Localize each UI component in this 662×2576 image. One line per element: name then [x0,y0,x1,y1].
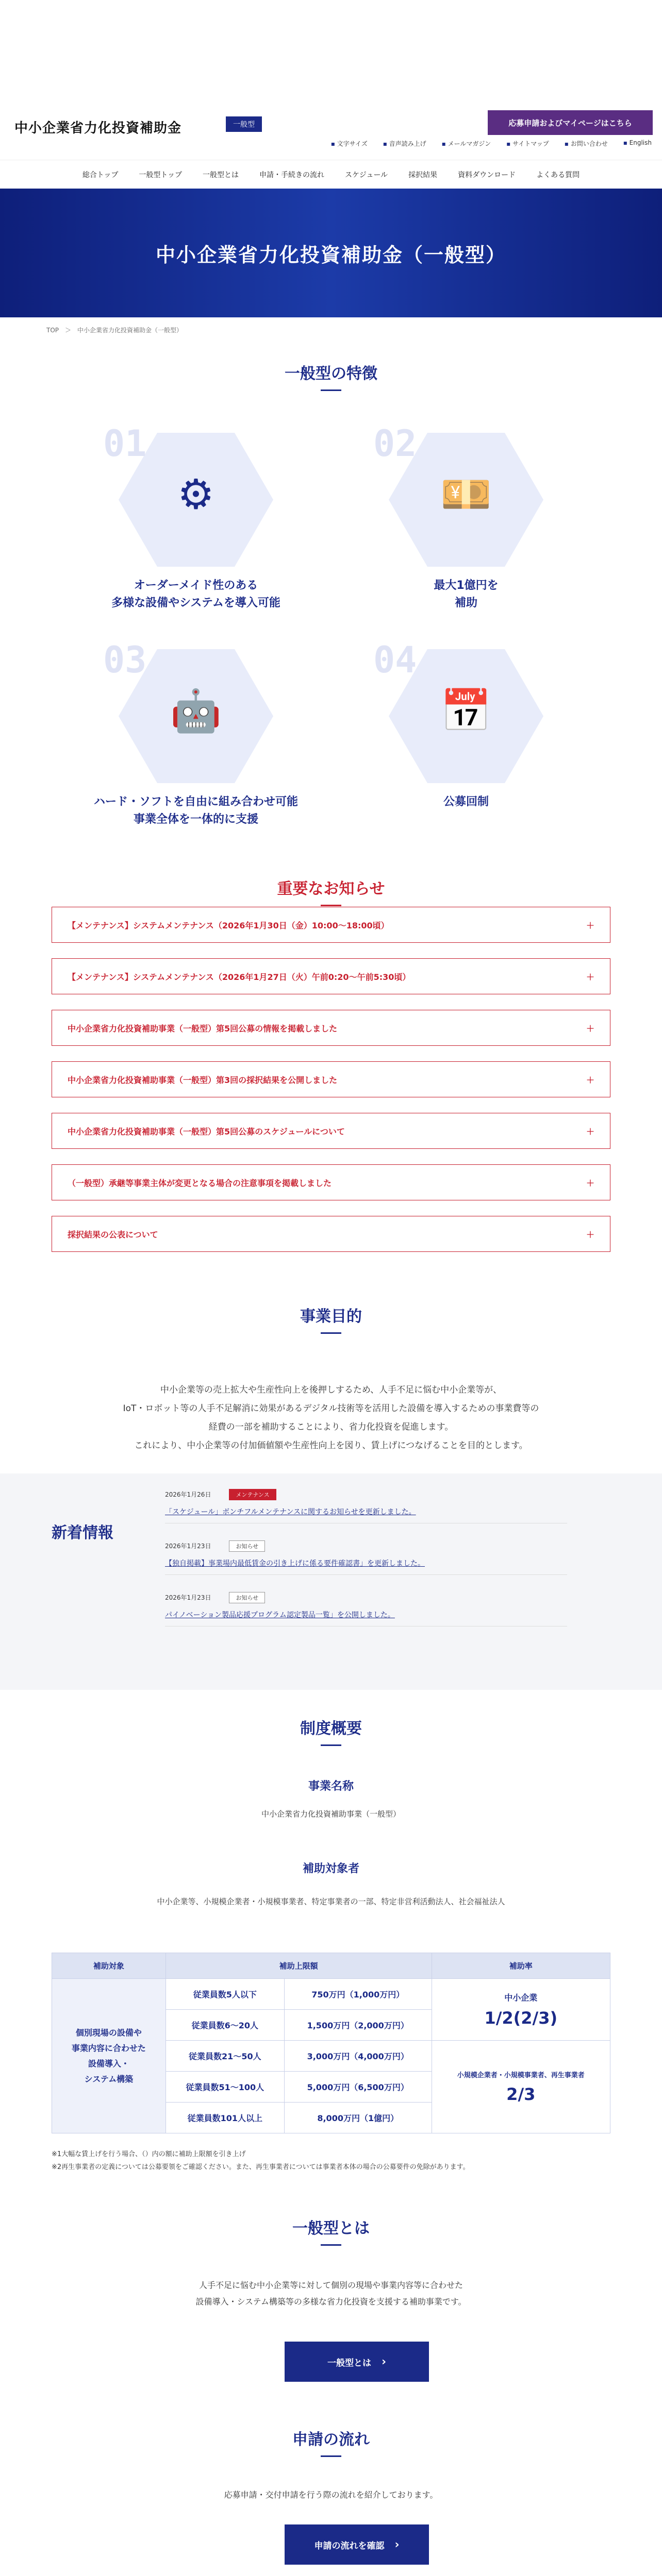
utility-link[interactable]: ▪ メールマガジン [442,139,491,148]
nav-item[interactable]: 一般型トップ [139,171,182,179]
target-text: 中小企業等、小規模企業者・小規模事業者、特定事業者の一部、特定非営利活動法人、社会福祉法人 [157,1897,505,1906]
table-cell: 5,000万円（6,500万円） [284,2072,432,2103]
feature-caption: ハード・ソフトを自由に組み合わせ可能 事業全体を一体的に支援 [93,795,298,826]
notice-text: 【メンテナンス】システムメンテナンス（2026年1月27日（火）午前0:20〜午前5:30頃） [68,972,411,982]
feature-card [322,422,610,639]
rate-value: 1/2(2/3) [484,2008,558,2028]
utility-link[interactable]: ▪ お問い合わせ [565,139,608,148]
notice-text: 中小企業省力化投資補助事業（一般型）第5回公募のスケジュールについて [68,1126,345,1137]
about-title: 一般型とは [0,2215,662,2246]
flow-text: 応募申請・交付申請を行う際の流れを紹介しております。 [224,2490,438,2500]
news-item [165,1540,567,1575]
table-note: ※2再生事業者の定義については公募要領をご確認ください。また、再生事業者については事業者本体の場合の公募要件の免除があります。 [52,2163,470,2171]
news-item [165,1592,567,1626]
news-link[interactable]: 【独自掲載】事業場内最低賃金の引き上げに係る要件確認書」を更新しました。 [165,1560,425,1568]
plus-icon: ＋ [586,1229,594,1240]
table-header: 補助対象 [52,1953,166,1979]
notice-text: 中小企業省力化投資補助事業（一般型）第3回の採択結果を公開しました [68,1075,338,1085]
about-button[interactable]: 一般型とは › [285,2342,429,2382]
purpose-text: 中小企業等の売上拡大や生産性向上を後押しするため、人手不足に悩む中小企業等が、 IoT・ロボット等の人手不足解消に効果があるデジタル技術等を活用した設備を導入するための事業費等の 経費の一部を補助することにより、省力化投資を促進します。 これにより、中小企業等の付加価値額や生産性向上を図り、賃上げにつなげることを目的とします。 [123,1385,539,1451]
global-nav [0,160,662,189]
table-cell: 750万円（1,000万円） [284,1979,432,2010]
feature-number: 04 [373,639,417,681]
news-tag: お知らせ [229,1540,265,1552]
plus-icon: ＋ [586,972,594,982]
feature-caption: 公募回制 [443,795,489,808]
news-section [0,1473,662,1690]
utility-link[interactable]: ▪ サイトマップ [506,139,549,148]
target-label: 補助対象者 [302,1862,359,1875]
table-cell: 従業員数101人以上 [166,2103,284,2133]
table-cell: 1,500万円（2,000万円） [284,2010,432,2041]
breadcrumb[interactable]: TOP ＞ 中小企業省力化投資補助金（一般型） [46,327,183,334]
nav-item[interactable]: 採択結果 [408,171,438,179]
type-badge: 一般型 [226,116,262,132]
table-cell: 従業員数6〜20人 [166,2010,284,2041]
rate-cell [432,1979,610,2041]
program-name: 中小企業省力化投資補助事業（一般型） [261,1809,401,1819]
news-tag: メンテナンス [229,1489,276,1500]
news-date: 2026年1月26日 [165,1491,211,1498]
feature-number: 02 [373,422,417,465]
nav-item[interactable]: 一般型とは [203,171,239,179]
money-icon: 💴 [440,470,492,518]
notice-text: 中小企業省力化投資補助事業（一般型）第5回公募の情報を掲載しました [68,1023,338,1033]
apply-mypage-button[interactable]: 応募申請およびマイページはこちら [488,110,653,135]
utility-link[interactable]: ▪ English [623,139,652,148]
plus-icon: ＋ [586,920,594,930]
notice-item[interactable] [52,1010,610,1046]
nav-item[interactable]: よくある質問 [536,171,580,179]
utility-link[interactable]: ▪ 音声読み上げ [383,139,426,148]
feature-card [322,639,610,855]
notice-item[interactable] [52,1164,610,1200]
table-cell: 従業員数51〜100人 [166,2072,284,2103]
notices-title: 重要なお知らせ [0,876,662,906]
nav-item[interactable]: スケジュール [345,171,388,179]
nav-item[interactable]: 資料ダウンロード [458,171,516,179]
feature-number: 01 [103,422,147,465]
calendar-icon: 📅 [440,687,492,735]
feature-card [52,639,340,855]
table-cell: 従業員数21〜50人 [166,2041,284,2072]
page-title: 中小企業省力化投資補助金（一般型） [155,243,506,266]
plus-icon: ＋ [586,1178,594,1188]
notice-item[interactable] [52,1061,610,1097]
overview-title: 制度概要 [0,1716,662,1746]
header [0,0,662,147]
table-lead: 個別現場の設備や 事業内容に合わせた 設備導入・ システム構築 [52,1979,166,2133]
table-cell: 3,000万円（4,000万円） [284,2041,432,2072]
nav-item[interactable]: 総合トップ [82,171,119,179]
notice-text: （一般型）承継等事業主体が変更となる場合の注意事項を掲載しました [68,1178,332,1188]
news-tag: お知らせ [229,1592,265,1603]
news-date: 2026年1月23日 [165,1594,211,1601]
news-link[interactable]: パイノベーション製品応援プログラム認定製品一覧」を公開しました。 [165,1611,395,1619]
utility-link[interactable]: ▪ 文字サイズ [331,139,368,148]
news-title: 新着情報 [52,1524,113,1542]
plus-icon: ＋ [586,1075,594,1085]
utility-links [331,139,652,148]
table-cell: 8,000万円（1億円） [284,2103,432,2133]
plus-icon: ＋ [586,1023,594,1033]
feature-number: 03 [103,639,147,681]
nav-item[interactable]: 申請・手続きの流れ [259,171,324,179]
news-item [165,1489,567,1523]
notice-text: 【メンテナンス】システムメンテナンス（2026年1月30日（金）10:00〜18:00頃） [68,920,389,930]
rate-cell [432,2041,610,2133]
notice-item[interactable] [52,1113,610,1149]
features-title: 一般型の特徴 [0,361,662,391]
subsidy-table [52,1953,610,2133]
hero-banner [0,189,662,317]
flow-title: 申請の流れ [0,2427,662,2457]
notice-item[interactable] [52,958,610,994]
plus-icon: ＋ [586,1126,594,1137]
table-note: ※1大幅な賃上げを行う場合、（）内の額に補助上限額を引き上げ [52,2150,246,2158]
feature-caption: オーダーメイド性のある 多様な設備やシステムを導入可能 [111,579,280,609]
about-text: 人手不足に悩む中小企業等に対して個別の現場や事業内容等に合わせた 設備導入・システム構築等の多様な省力化投資を支援する補助事業です。 [195,2280,467,2307]
site-title[interactable]: 中小企業省力化投資補助金 [14,121,182,136]
purpose-title: 事業目的 [0,1303,662,1334]
rate-label: 小規模企業者・小規模事業者、再生事業者 [457,2072,585,2079]
table-header: 補助上限額 [166,1953,432,1979]
robot-icon: 🤖 [170,687,222,735]
notice-text: 採択結果の公表について [68,1229,158,1240]
gear-icon: ⚙ [177,470,214,518]
feature-caption: 最大1億円を 補助 [434,579,499,609]
notice-item[interactable] [52,907,610,943]
table-header: 補助率 [432,1953,610,1979]
feature-card [52,422,340,639]
notice-item[interactable] [52,1216,610,1252]
flow-button[interactable]: 申請の流れを確認 › [285,2524,429,2565]
name-label: 事業名称 [308,1780,354,1793]
news-date: 2026年1月23日 [165,1543,211,1550]
rate-label: 中小企業 [504,1993,538,2003]
news-link[interactable]: 「スケジュール」ボンチフルメンテナンスに関するお知らせを更新しました。 [165,1508,416,1516]
table-cell: 従業員数5人以下 [166,1979,284,2010]
rate-value: 2/3 [506,2084,536,2104]
